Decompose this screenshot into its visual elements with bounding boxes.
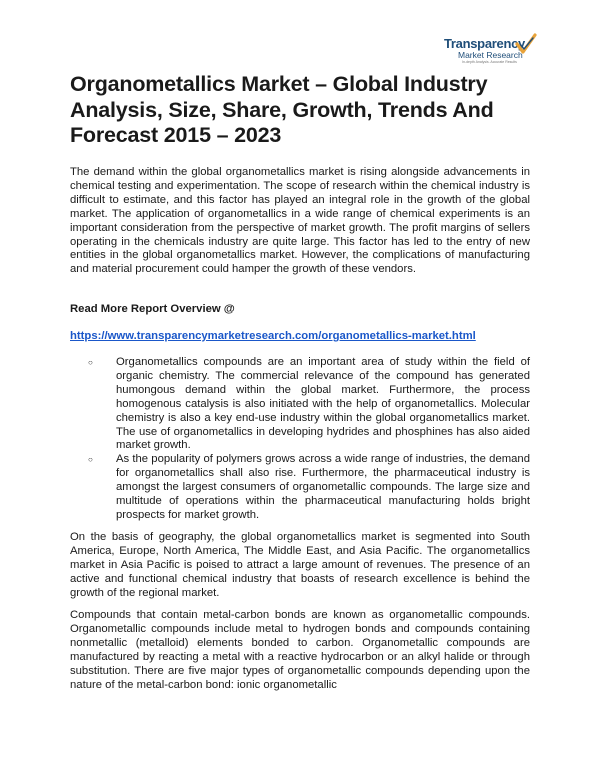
bullet-circle-icon: ○ [88,358,93,367]
bullet-circle-icon: ○ [88,455,93,465]
list-item [88,453,530,523]
logo-name: Transparency [444,36,525,51]
intro-paragraph: The demand within the global organometallics market is rising alongside advancements in chemical testing and experimentation. The scope of research within the chemical industry is difficult to estimate, and this factor has played an integral role in the growth of the global market. The application of organometallics in a wide range of chemical experiments is an important consideration from the perspective of market growth. The profit margins of sellers operating in the chemicals industry are quite large. This factor has led to the entry of new entities in the global organometallics market. However, the complications of manufacturing and material procurement could hamper the growth of these vendors. [70,166,530,276]
bullet-list [88,356,530,523]
list-item-text: As the popularity of polymers grows across a wide range of industries, the demand for organometallics shall also rise. Furthermore, the pharmaceutical industry is amongst the largest consumers of organometallic compounds. The large size and multitude of operations within the pharmaceutical manufacturing holds bright prospects for market growth. [116,453,530,521]
report-link[interactable]: https://www.transparencymarketresearch.com/organometallics-market.html [70,330,476,342]
logo-tagline: In-depth Analysis. Accurate Results [462,60,517,64]
page-title: Organometallics Market – Global Industry Analysis, Size, Share, Growth, Trends And Forecast 2015 – 2023 [70,72,494,147]
compounds-paragraph: Compounds that contain metal-carbon bonds are known as organometallic compounds. Organometallic compounds include metal to hydrogen bonds and compounds containing nonmetallic (metalloid) elements bonded to carbon. Organometallic compounds are manufactured by reacting a metal with a reactive hydrocarbon or an alkyl halide or through substitution. There are five major types of organometallic compounds depending upon the nature of the metal-carbon bond: ionic organometallic [70,609,530,691]
logo-subtitle: Market Research [458,50,523,60]
list-item [88,356,530,453]
list-item-text: Organometallics compounds are an important area of study within the field of organic chemistry. The commercial relevance of the compound has generated humongous demand within the global market. Furthermore, the process homogenous catalysis is also initiated with the help of organometallics. Molecular chemistry is also a key end-use industry within the global organometallics market. The use of organometallics in developing hydrides and phosphines has also aided market growth. [116,356,530,452]
geography-paragraph: On the basis of geography, the global organometallics market is segmented into South America, Europe, North America, The Middle East, and Asia Pacific. The organometallics market in Asia Pacific is poised to attract a large amount of revenues. The presence of an active and functional chemical industry that boasts of research excellence is behind the growth of the regional market. [70,531,530,599]
company-logo [430,30,540,68]
read-more-label: Read More Report Overview @ [70,303,235,315]
checkmark-logo-icon [514,32,538,56]
